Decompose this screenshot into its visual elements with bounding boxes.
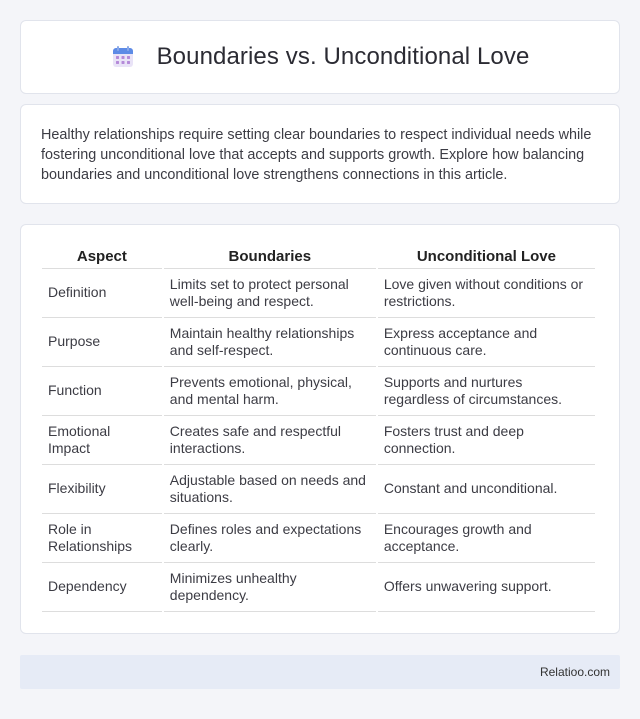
boundaries-cell: Limits set to protect personal well-being and respect. [164, 269, 376, 318]
boundaries-cell: Adjustable based on needs and situations. [164, 465, 376, 514]
aspect-cell: Flexibility [42, 465, 162, 514]
aspect-cell: Role in Relationships [42, 514, 162, 563]
unconditional-love-cell: Constant and unconditional. [378, 465, 595, 514]
table-row [42, 416, 595, 465]
calendar-icon [111, 45, 135, 69]
header-aspect: Aspect [42, 245, 162, 269]
aspect-cell: Function [42, 367, 162, 416]
table-row [42, 269, 595, 318]
footer [20, 655, 620, 689]
table-row [42, 367, 595, 416]
aspect-cell: Dependency [42, 563, 162, 612]
comparison-table-card [20, 224, 620, 634]
boundaries-cell: Creates safe and respectful interactions. [164, 416, 376, 465]
comparison-table [40, 245, 597, 612]
boundaries-cell: Defines roles and expectations clearly. [164, 514, 376, 563]
unconditional-love-cell: Express acceptance and continuous care. [378, 318, 595, 367]
table-row [42, 514, 595, 563]
unconditional-love-cell: Offers unwavering support. [378, 563, 595, 612]
boundaries-cell: Maintain healthy relationships and self-respect. [164, 318, 376, 367]
intro-paragraph: Healthy relationships require setting clear boundaries to respect individual needs while fostering unconditional love that accepts and supports growth. Explore how balancing boundaries and unconditional love strengthens connections in this article. [41, 127, 592, 183]
aspect-cell: Emotional Impact [42, 416, 162, 465]
table-header-row [42, 245, 595, 269]
header-boundaries: Boundaries [164, 245, 376, 269]
title-wrap [111, 43, 530, 71]
footer-site-name: Relatioo.com [539, 665, 610, 679]
unconditional-love-cell: Encourages growth and acceptance. [378, 514, 595, 563]
page-title: Boundaries vs. Unconditional Love [156, 43, 530, 70]
boundaries-cell: Prevents emotional, physical, and mental harm. [164, 367, 376, 416]
header-unconditional-love: Unconditional Love [378, 245, 595, 269]
intro-card [20, 104, 620, 204]
table-row [42, 318, 595, 367]
unconditional-love-cell: Supports and nurtures regardless of circumstances. [378, 367, 595, 416]
title-card [20, 20, 620, 94]
boundaries-cell: Minimizes unhealthy dependency. [164, 563, 376, 612]
unconditional-love-cell: Fosters trust and deep connection. [378, 416, 595, 465]
aspect-cell: Purpose [42, 318, 162, 367]
aspect-cell: Definition [42, 269, 162, 318]
table-row [42, 465, 595, 514]
table-row [42, 563, 595, 612]
unconditional-love-cell: Love given without conditions or restrictions. [378, 269, 595, 318]
